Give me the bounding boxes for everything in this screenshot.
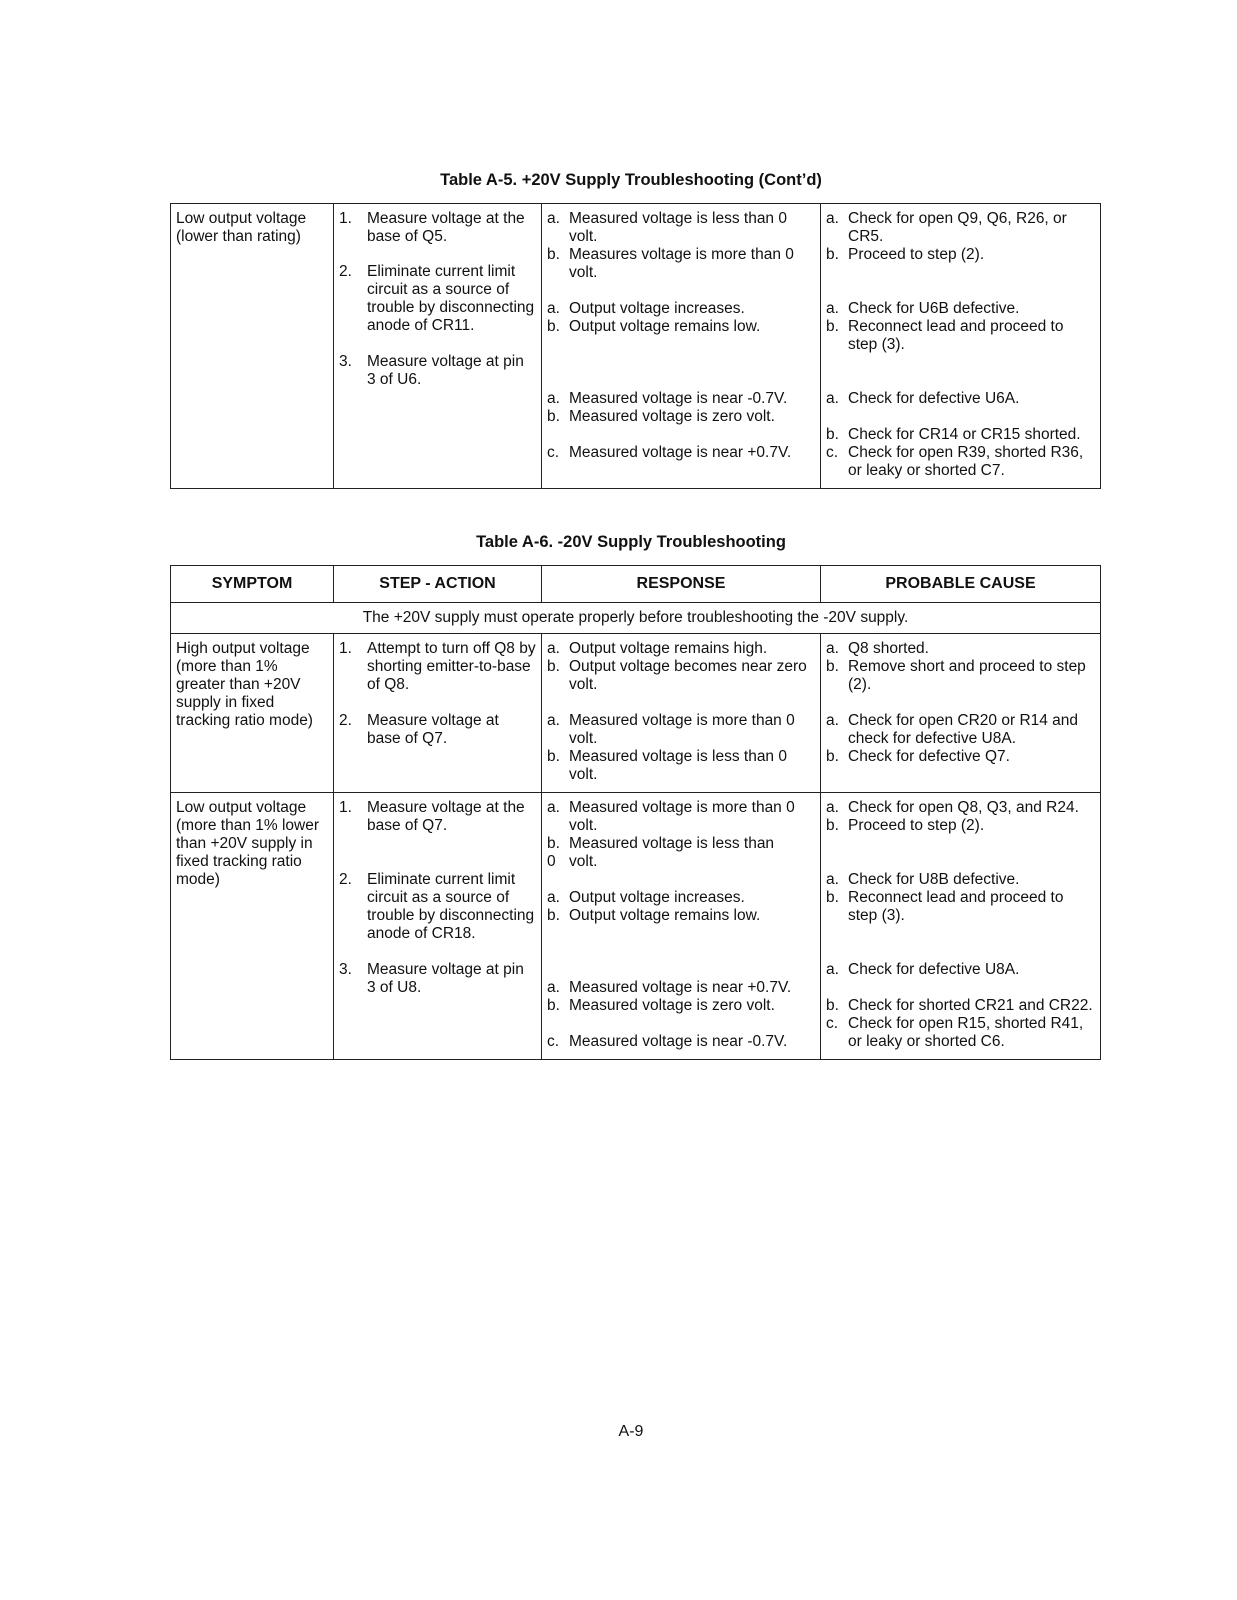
step-action-cell: 1. Measure voltage at the base of Q7. 2. Eliminate current limit circuit as a source of trouble by disconnecting anode of CR18. 3. Measure voltage at pin 3 of U8. xyxy=(334,793,542,1060)
table-header-row xyxy=(171,566,1101,603)
table-note-row xyxy=(171,603,1101,634)
probable-cause-cell: a. Check for open Q9, Q6, R26, or CR5. b. Proceed to step (2). a. Check for U6B defective. b. Reconnect lead and proceed to step (3). a. Check for defective U6A. b. Check for CR14 or CR15 shorted. c. Check for open R39, shorted R36, or leaky or shorted C7. xyxy=(821,204,1101,489)
probable-cause-cell: a. Check for open Q8, Q3, and R24. b. Proceed to step (2). a. Check for U8B defective. b. Reconnect lead and proceed to step (3). a. Check for defective U8A. b. Check for shorted CR21 and CR22. c. Check for open R15, shorted R41, or leaky or shorted C6. xyxy=(821,793,1101,1060)
probable-cause-cell: a. Q8 shorted. b. Remove short and proceed to step (2). a. Check for open CR20 or R14 and check for defective U8A. b. Check for defective Q7. xyxy=(821,634,1101,793)
symptom-cell: Low output voltage (more than 1% lower than +20V supply in fixed tracking ratio mode) xyxy=(171,793,334,1060)
response-cell: a. Measured voltage is more than 0 volt. b. Measured voltage is less than 0 volt. a. Output voltage increases. b. Output voltage remains low. a. Measured voltage is near +0.7V. b. Measured voltage is zero volt. c. Measured voltage is near -0.7V. xyxy=(542,793,821,1060)
step-action-cell: 1. Measure voltage at the base of Q5. 2. Eliminate current limit circuit as a source of trouble by disconnecting anode of CR11. 3. Measure voltage at pin 3 of U6. xyxy=(334,204,542,489)
table-note: The +20V supply must operate properly before troubleshooting the -20V supply. xyxy=(171,603,1101,634)
table-row xyxy=(171,634,1101,793)
header-step-action: STEP - ACTION xyxy=(334,566,542,603)
header-symptom: SYMPTOM xyxy=(171,566,334,603)
table-a5-caption: Table A-5. +20V Supply Troubleshooting (Cont’d) xyxy=(440,171,822,189)
page-number: A-9 xyxy=(618,1423,644,1440)
step-action-cell: 1. Attempt to turn off Q8 by shorting emitter-to-base of Q8. 2. Measure voltage at base of Q7. xyxy=(334,634,542,793)
response-cell: a. Output voltage remains high. b. Output voltage becomes near zero volt. a. Measured voltage is more than 0 volt. b. Measured voltage is less than 0 volt. xyxy=(542,634,821,793)
table-a6-caption: Table A-6. -20V Supply Troubleshooting xyxy=(476,533,786,551)
table-a5 xyxy=(170,203,1101,489)
symptom-cell: High output voltage (more than 1% greater than +20V supply in fixed tracking ratio mode) xyxy=(171,634,334,793)
symptom-cell: Low output voltage (lower than rating) xyxy=(171,204,334,489)
table-a6 xyxy=(170,565,1101,1060)
header-response: RESPONSE xyxy=(542,566,821,603)
table-row xyxy=(171,204,1101,489)
table-row xyxy=(171,793,1101,1060)
header-probable-cause: PROBABLE CAUSE xyxy=(821,566,1101,603)
response-cell: a. Measured voltage is less than 0 volt. b. Measures voltage is more than 0 volt. a. Output voltage increases. b. Output voltage remains low. a. Measured voltage is near -0.7V. b. Measured voltage is zero volt. c. Measured voltage is near +0.7V. xyxy=(542,204,821,489)
